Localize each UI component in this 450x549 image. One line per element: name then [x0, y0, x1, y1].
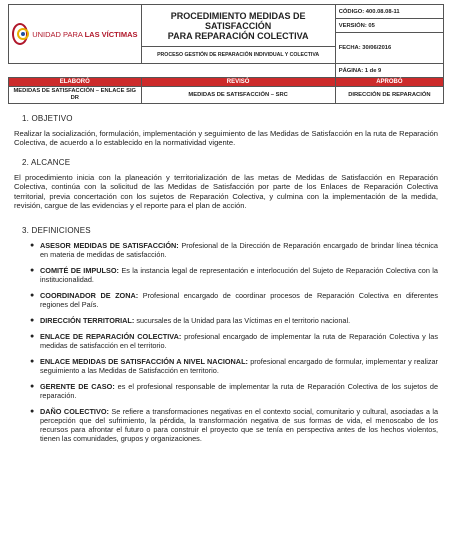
- definition-text: profesional encargado de formular, implementar y realizar seguimiento a las Medidas de Satisfacción en territorio.: [40, 357, 438, 376]
- elaboro-value: MEDIDAS DE SATISFACCIÓN – ENLACE SIG DR: [9, 87, 142, 104]
- definition-text: sucursales de la Unidad para las Víctimas en el territorio nacional.: [134, 316, 351, 326]
- definition-text: Se refiere a transformaciones negativas en el contexto social, comunitario y cultural, asociadas a la percepción que del sufrimiento, la pérdida, la transformación negativa de sus formas de vida, el menoscabo de los recursos para afrontar el futuro o para construir el proyecto que se tenía en perspectiva antes de los hechos violentos, tienen las comunidades, grupos y organizaciones.: [40, 407, 439, 444]
- definition-term: COORDINADOR DE ZONA:: [40, 291, 139, 301]
- section-objetivo-title: 1. OBJETIVO: [22, 114, 73, 123]
- definition-item: [30, 332, 438, 350]
- document-date: FECHA: 30/06/2016: [335, 33, 443, 64]
- reviso-header: REVISÓ: [141, 78, 335, 87]
- definition-item: [30, 291, 438, 309]
- definition-term: ENLACE DE REPARACIÓN COLECTIVA:: [40, 332, 182, 342]
- definition-term: COMITÉ DE IMPULSO:: [40, 266, 119, 276]
- document-code: CÓDIGO: 400.08.08-11: [335, 5, 443, 19]
- section-alcance-text: El procedimiento inicia con la planeación y territorialización de las metas de Medidas de Satisfacción en Reparación Colectiva, continúa con la solicitud de las Medidas de Satisfacción por parte de los Enlaces de Reparación Colectiva territorial, previa concertación con los sujetos de Reparación Colectiva, y culmina con la implementación de la medida, revisión, cargue de las evidencias y el reporte para el plan de acción.: [14, 172, 438, 211]
- definition-text: Es la instancia legal de representación e interlocución del Sujeto de Reparación Colectiva con la institucionalidad.: [40, 266, 438, 285]
- bullet-icon: ●: [30, 383, 35, 391]
- definition-text: Profesional encargado de coordinar procesos de Reparación Colectiva en diferentes regiones del País.: [40, 291, 438, 310]
- aprobo-value: DIRECCIÓN DE REPARACIÓN: [335, 87, 443, 104]
- definition-text: es el profesional responsable de implementar la ruta de Reparación Colectiva de los sujetos de reparación.: [40, 382, 439, 401]
- reviso-value: MEDIDAS DE SATISFACCIÓN – SRC: [141, 87, 335, 104]
- document-title-line1: PROCEDIMIENTO MEDIDAS DE SATISFACCIÓN: [170, 10, 306, 31]
- bullet-icon: ●: [30, 292, 35, 300]
- definition-item: [30, 241, 438, 259]
- definition-term: DIRECCIÓN TERRITORIAL:: [40, 316, 135, 326]
- definition-item: [30, 357, 438, 375]
- definition-term: ENLACE MEDIDAS DE SATISFACCIÓN A NIVEL NACIONAL:: [40, 357, 248, 367]
- definition-item: [30, 316, 438, 325]
- section-alcance-title: 2. ALCANCE: [22, 157, 71, 167]
- bullet-icon: ●: [30, 333, 35, 341]
- bullet-icon: ●: [30, 317, 35, 325]
- logo-wordmark: UNIDAD PARA LAS VÍCTIMAS: [32, 29, 138, 39]
- bullet-icon: ●: [30, 358, 35, 366]
- bullet-icon: ●: [30, 267, 35, 275]
- document-version: VERSIÓN: 05: [335, 19, 443, 33]
- definition-term: GERENTE DE CASO:: [40, 382, 115, 392]
- definitions-list: [14, 241, 438, 443]
- logo-seal-icon: [12, 23, 28, 45]
- document-header-table: [8, 4, 444, 104]
- logo-cell: [9, 5, 142, 64]
- section-definiciones-title: 3. DEFINICIONES: [22, 226, 91, 236]
- document-title-line2: PARA REPARACIÓN COLECTIVA: [167, 30, 309, 41]
- definition-item: [30, 266, 438, 284]
- definition-term: DAÑO COLECTIVO:: [40, 407, 109, 417]
- definition-item: [30, 407, 438, 443]
- bullet-icon: ●: [30, 242, 35, 250]
- definition-item: [30, 382, 438, 400]
- document-body: [6, 114, 444, 443]
- definition-text: Profesional de la Dirección de Reparación encargado de brindar línea técnica en materia de medidas de satisfacción.: [40, 241, 438, 260]
- document-page-number: PÁGINA: 1 de 9: [335, 64, 443, 78]
- unidad-victimas-logo: [12, 23, 138, 45]
- definition-text: profesional encargado de implementar la ruta de Reparación Colectiva y las medidas de satisfacción en el territorio.: [40, 332, 439, 351]
- elaboro-header: ELABORÓ: [9, 78, 142, 87]
- process-name: PROCESO GESTIÓN DE REPARACIÓN INDIVIDUAL Y COLECTIVA: [141, 47, 335, 64]
- bullet-icon: ●: [30, 408, 35, 416]
- document-title-cell: [141, 5, 335, 47]
- definition-term: ASESOR MEDIDAS DE SATISFACCIÓN:: [40, 241, 179, 251]
- section-objetivo-text: Realizar la socialización, formulación, implementación y seguimiento de las Medidas de Satisfacción en la ruta de Reparación Colectiva, de acuerdo a lo establecido en la normatividad vigente.: [14, 129, 438, 148]
- aprobo-header: APROBÓ: [335, 78, 443, 87]
